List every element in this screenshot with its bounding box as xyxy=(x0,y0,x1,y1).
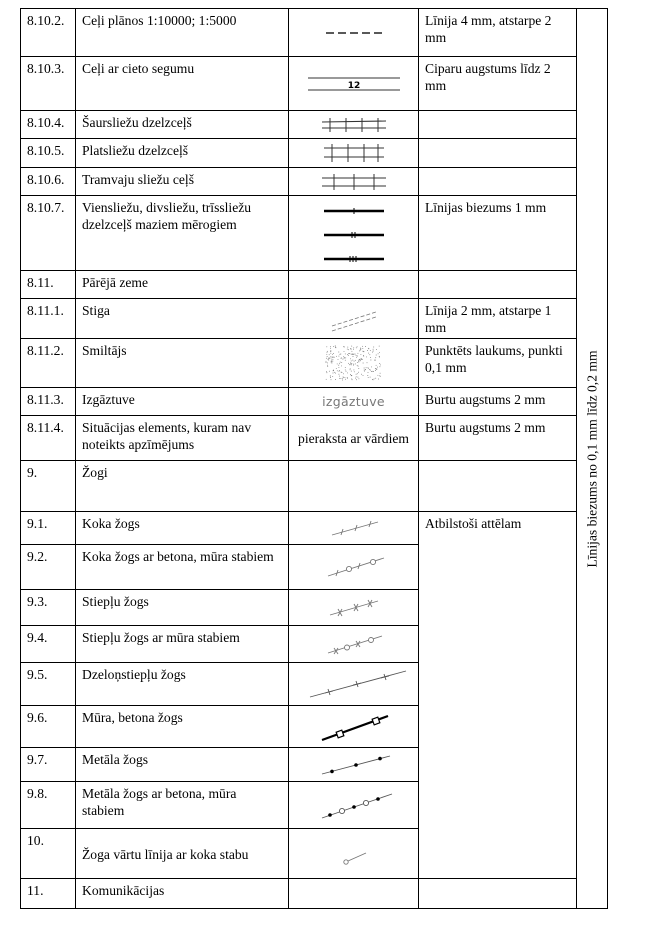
row-name: Platsliežu dzelzceļš xyxy=(76,139,289,168)
row-number: 8.10.4. xyxy=(21,111,76,139)
symbol-wooden-fence-concrete-posts xyxy=(289,545,419,590)
symbol-broad-gauge-railway xyxy=(289,139,419,168)
row-number: 9.8. xyxy=(21,782,76,829)
row-note xyxy=(419,111,577,139)
row-name: Žoga vārtu līnija ar koka stabu xyxy=(76,829,289,879)
row-number: 8.10.2. xyxy=(21,9,76,57)
symbol-metal-fence xyxy=(289,748,419,782)
road-number-label: 12 xyxy=(347,80,360,91)
row-number: 9.1. xyxy=(21,512,76,545)
row-note: Līnija 2 mm, atstarpe 1 mm xyxy=(419,299,577,339)
table-row xyxy=(21,111,608,139)
row-number: 8.10.3. xyxy=(21,57,76,111)
table-row xyxy=(21,9,608,57)
symbol-metal-fence-concrete-posts xyxy=(289,782,419,829)
row-note: Ciparu augstums līdz 2 mm xyxy=(419,57,577,111)
row-name: Metāla žogs xyxy=(76,748,289,782)
table-row xyxy=(21,196,608,271)
row-note xyxy=(419,879,577,909)
symbol-sand-area xyxy=(289,339,419,388)
table-row xyxy=(21,57,608,111)
row-number: 9. xyxy=(21,461,76,512)
table-row xyxy=(21,879,608,909)
symbol-gate-line xyxy=(289,829,419,879)
row-number: 8.11.4. xyxy=(21,416,76,461)
table-row xyxy=(21,339,608,388)
row-name: Stiga xyxy=(76,299,289,339)
table-row xyxy=(21,461,608,512)
row-note: Burtu augstums 2 mm xyxy=(419,416,577,461)
row-name: Viensliežu, divsliežu, trīssliežu dzelzceļš maziem mērogiem xyxy=(76,196,289,271)
symbol-tram-track xyxy=(289,168,419,196)
row-number: 8.10.5. xyxy=(21,139,76,168)
row-name: Stiepļu žogs ar mūra stabiem xyxy=(76,626,289,663)
row-name: Žogi xyxy=(76,461,289,512)
fence-note: Atbilstoši attēlam xyxy=(419,512,577,879)
symbol-wire-fence-masonry-posts xyxy=(289,626,419,663)
row-name: Tramvaju sliežu ceļš xyxy=(76,168,289,196)
symbol-dump-label: izgāztuve xyxy=(289,388,419,416)
symbol-barbed-wire-fence xyxy=(289,663,419,706)
row-name: Šaursliežu dzelzceļš xyxy=(76,111,289,139)
row-note: Līnija 4 mm, atstarpe 2 mm xyxy=(419,9,577,57)
table-row xyxy=(21,299,608,339)
row-number: 9.2. xyxy=(21,545,76,590)
row-note: Līnijas biezums 1 mm xyxy=(419,196,577,271)
row-note xyxy=(419,461,577,512)
row-name: Dzeloņstiepļu žogs xyxy=(76,663,289,706)
symbol-written-words: pieraksta ar vārdiem xyxy=(289,416,419,461)
row-name: Komunikācijas xyxy=(76,879,289,909)
table-row xyxy=(21,168,608,196)
row-note xyxy=(419,139,577,168)
row-name: Izgāztuve xyxy=(76,388,289,416)
row-number: 9.7. xyxy=(21,748,76,782)
symbol-clearing xyxy=(289,299,419,339)
row-name: Koka žogs ar betona, mūra stabiem xyxy=(76,545,289,590)
row-number: 8.10.6. xyxy=(21,168,76,196)
row-note xyxy=(419,168,577,196)
row-note: Burtu augstums 2 mm xyxy=(419,388,577,416)
symbol-wooden-fence xyxy=(289,512,419,545)
row-name: Ceļi ar cieto segumu xyxy=(76,57,289,111)
table-row xyxy=(21,271,608,299)
row-name: Mūra, betona žogs xyxy=(76,706,289,748)
table-row xyxy=(21,416,608,461)
row-number: 9.6. xyxy=(21,706,76,748)
row-number: 8.11.1. xyxy=(21,299,76,339)
symbol-wire-fence xyxy=(289,590,419,626)
row-number: 8.11. xyxy=(21,271,76,299)
side-note: Līnijas biezums no 0,1 mm līdz 0,2 mm xyxy=(584,349,600,568)
table-row xyxy=(21,388,608,416)
row-number: 11. xyxy=(21,879,76,909)
row-name: Smiltājs xyxy=(76,339,289,388)
row-name: Metāla žogs ar betona, mūra stabiem xyxy=(76,782,289,829)
row-name: Stiepļu žogs xyxy=(76,590,289,626)
symbol-dashed-road xyxy=(289,9,419,57)
row-number: 8.11.3. xyxy=(21,388,76,416)
row-note: Punktēts laukums, punkti 0,1 mm xyxy=(419,339,577,388)
symbol-masonry-concrete-fence xyxy=(289,706,419,748)
symbols-table xyxy=(20,8,608,909)
table-row xyxy=(21,512,608,545)
row-number: 9.5. xyxy=(21,663,76,706)
row-name: Ceļi plānos 1:10000; 1:5000 xyxy=(76,9,289,57)
row-number: 8.11.2. xyxy=(21,339,76,388)
row-number: 10. xyxy=(21,829,76,879)
table-row xyxy=(21,139,608,168)
row-note xyxy=(419,271,577,299)
row-name: Situācijas elements, kuram nav noteikts apzīmējums xyxy=(76,416,289,461)
row-name: Pārējā zeme xyxy=(76,271,289,299)
symbol-narrow-gauge-railway xyxy=(289,111,419,139)
row-number: 9.3. xyxy=(21,590,76,626)
symbol-small-scale-railways xyxy=(289,196,419,271)
symbol-paved-road xyxy=(289,57,419,111)
row-name: Koka žogs xyxy=(76,512,289,545)
side-note-cell xyxy=(577,9,608,909)
row-number: 9.4. xyxy=(21,626,76,663)
row-number: 8.10.7. xyxy=(21,196,76,271)
